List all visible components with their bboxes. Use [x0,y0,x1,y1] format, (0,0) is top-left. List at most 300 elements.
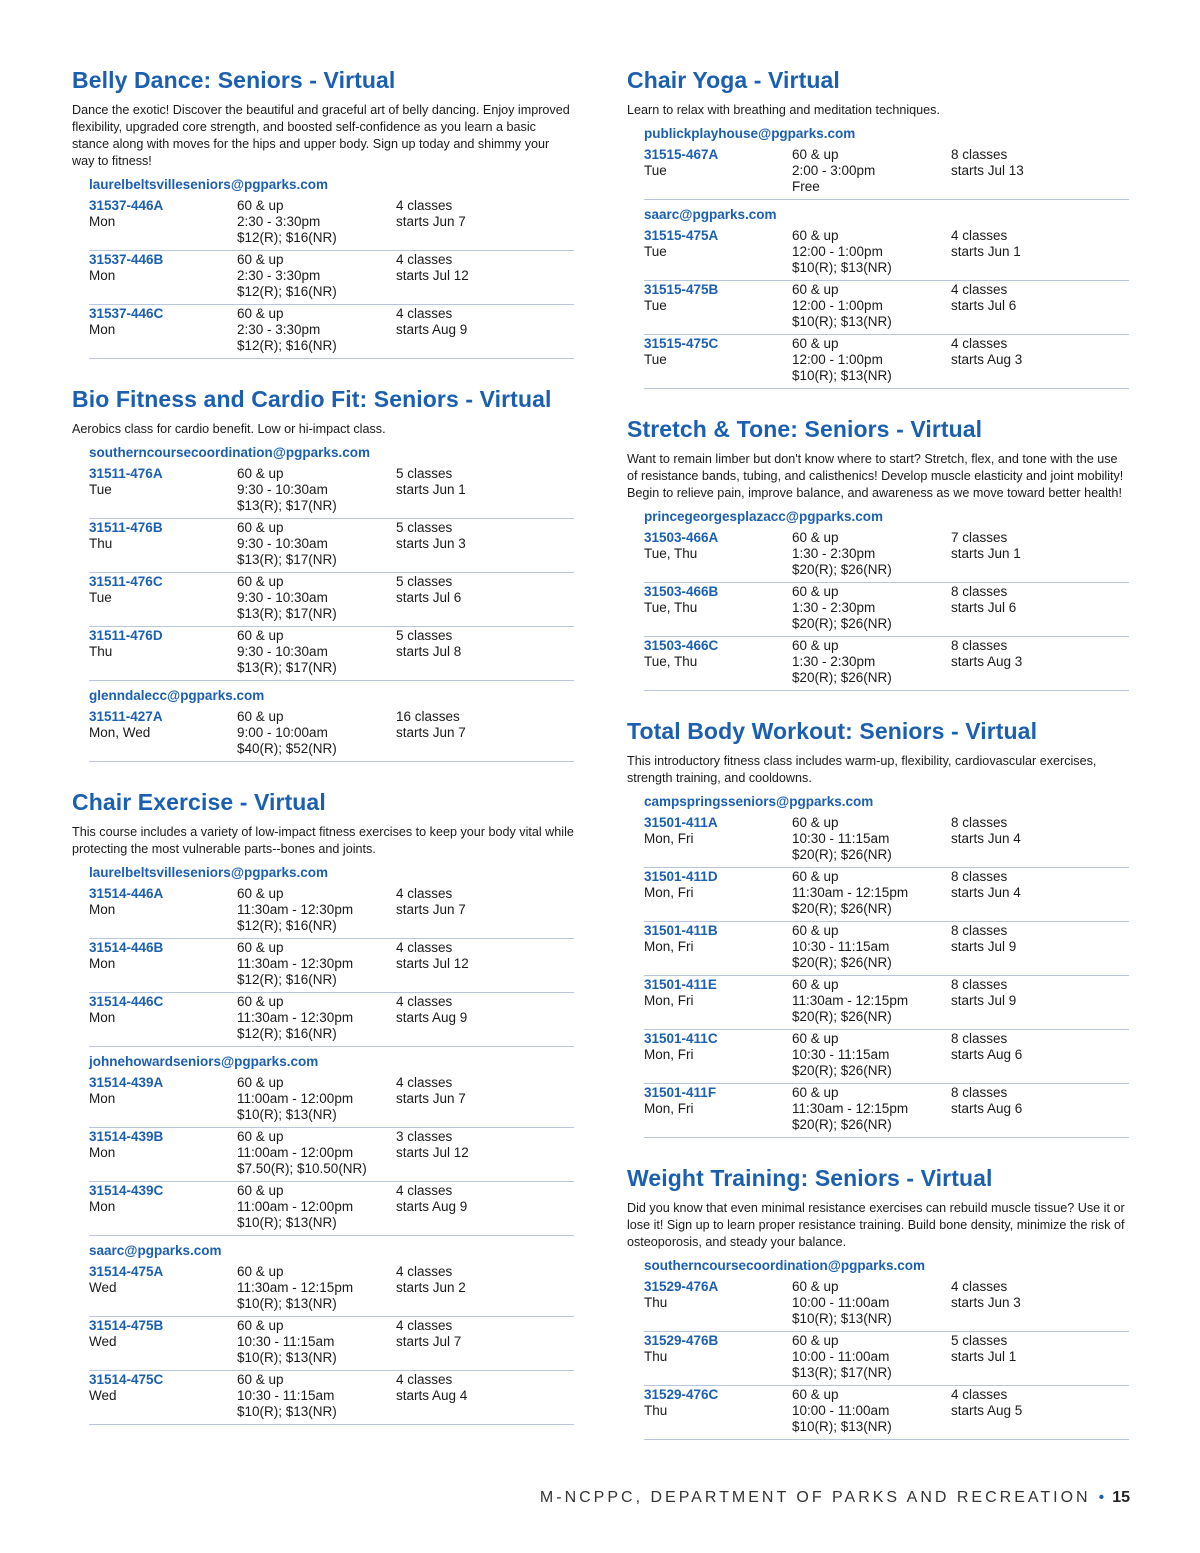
meeting-days: Mon, Fri [644,938,694,954]
details-cell [237,709,397,756]
course-code[interactable]: 31511-476D [89,628,163,643]
start-date: starts Jun 7 [396,213,466,229]
footer-text: M-NCPPC, DEPARTMENT OF PARKS AND RECREATION [539,1489,1091,1506]
details-cell [237,466,397,513]
table-row [644,147,1129,200]
details-cell [792,1031,952,1078]
age-range: 60 & up [792,1085,839,1100]
class-time: 10:00 - 11:00am [792,1294,890,1310]
code-cell [644,584,789,616]
age-range: 60 & up [237,994,284,1009]
details-cell [792,1279,952,1326]
table-row [644,1031,1129,1084]
code-cell [644,336,789,368]
start-date: starts Jul 6 [951,297,1017,313]
contact-email[interactable]: southerncoursecoordination@pgparks.com [644,1258,925,1273]
schedule-cell [951,584,1131,616]
class-fee: $12(R); $16(NR) [237,283,337,299]
class-fee: $13(R); $17(NR) [792,1364,892,1380]
table-row [89,198,574,251]
start-date: starts Jun 7 [396,1090,466,1106]
start-date: starts Jun 3 [951,1294,1021,1310]
class-time: 1:30 - 2:30pm [792,545,876,561]
schedule-cell [396,1075,576,1107]
course-code[interactable]: 31515-475A [644,228,719,243]
class-count: 4 classes [396,994,453,1009]
class-fee: Free [792,178,820,194]
course-code[interactable]: 31501-411F [644,1085,717,1100]
class-section [627,717,1129,1138]
schedule-cell [396,252,576,284]
contact-email[interactable]: publickplayhouse@pgparks.com [644,126,856,141]
schedule-cell [396,198,576,230]
class-time: 12:00 - 1:00pm [792,297,883,313]
class-count: 8 classes [951,869,1008,884]
start-date: starts Jun 7 [396,901,466,917]
contact-email[interactable]: laurelbeltsvilleseniors@pgparks.com [89,177,329,192]
course-code[interactable]: 31514-475B [89,1318,164,1333]
meeting-days: Mon, Fri [644,884,694,900]
table-row [89,306,574,359]
class-time: 11:30am - 12:15pm [792,1100,909,1116]
age-range: 60 & up [792,1279,839,1294]
meeting-days: Mon [89,1198,116,1214]
start-date: starts Aug 9 [396,1198,468,1214]
age-range: 60 & up [237,466,284,481]
class-fee: $20(R); $26(NR) [792,1116,892,1132]
course-code[interactable]: 31514-446B [89,940,164,955]
meeting-days: Thu [89,643,113,659]
class-count: 4 classes [396,1372,453,1387]
schedule-cell [396,886,576,918]
course-code[interactable]: 31515-475C [644,336,719,351]
table-row [89,1129,574,1182]
class-count: 4 classes [396,1183,453,1198]
course-code[interactable]: 31503-466C [644,638,719,653]
meeting-days: Thu [644,1402,668,1418]
course-code[interactable]: 31537-446A [89,198,164,213]
class-count: 8 classes [951,584,1008,599]
class-fee: $20(R); $26(NR) [792,900,892,916]
age-range: 60 & up [792,336,839,351]
table-row [89,252,574,305]
contact-email[interactable]: glenndalecc@pgparks.com [89,688,265,703]
meeting-days: Mon, Fri [644,992,694,1008]
class-count: 5 classes [396,520,453,535]
details-cell [237,520,397,567]
start-date: starts Jun 3 [396,535,466,551]
schedule-cell [396,628,576,660]
age-range: 60 & up [237,1075,284,1090]
start-date: starts Aug 6 [951,1046,1023,1062]
class-fee: $10(R); $13(NR) [237,1349,337,1365]
class-time: 1:30 - 2:30pm [792,599,876,615]
meeting-days: Tue [89,481,112,497]
age-range: 60 & up [237,1372,284,1387]
class-count: 4 classes [951,336,1008,351]
schedule-cell [951,228,1131,260]
details-cell [792,584,952,631]
age-range: 60 & up [792,1333,839,1348]
meeting-days: Tue [644,243,667,259]
details-cell [792,336,952,383]
code-cell [89,994,234,1026]
schedule-cell [396,1129,576,1161]
class-section [627,1164,1129,1440]
age-range: 60 & up [792,147,839,162]
class-time: 10:30 - 11:15am [237,1387,335,1403]
start-date: starts Jun 4 [951,884,1021,900]
course-code[interactable]: 31514-439B [89,1129,164,1144]
schedule-cell [951,147,1131,179]
start-date: starts Jul 1 [951,1348,1017,1364]
course-code[interactable]: 31537-446B [89,252,164,267]
location-group [89,1053,574,1236]
course-code[interactable]: 31537-446C [89,306,164,321]
location-group [644,508,1129,691]
section-title: Chair Exercise - Virtual [72,789,326,815]
course-code[interactable]: 31511-476A [89,466,163,481]
schedule-cell [396,940,576,972]
meeting-days: Mon, Fri [644,1100,694,1116]
meeting-days: Wed [89,1387,117,1403]
course-code[interactable]: 31529-476B [644,1333,719,1348]
section-description: Want to remain limber but don't know where to start? Stretch, flex, and tone with the use of resistance bands, tubing, and calisthenics! Develop muscle elasticity and joint mobility! Begin to relieve pain, improve balance, and awareness as we move toward better health! [627,452,1124,500]
age-range: 60 & up [237,628,284,643]
code-cell [644,228,789,260]
course-code[interactable]: 31511-476C [89,574,163,589]
class-time: 9:30 - 10:30am [237,481,328,497]
start-date: starts Jun 2 [396,1279,466,1295]
code-cell [89,709,234,741]
meeting-days: Mon [89,1009,116,1025]
class-fee: $10(R); $13(NR) [237,1295,337,1311]
class-fee: $12(R); $16(NR) [237,917,337,933]
meeting-days: Tue [89,589,112,605]
left-column [72,66,574,1451]
schedule-cell [396,709,576,741]
course-code[interactable]: 31511-476B [89,520,163,535]
section-description: This introductory fitness class includes warm-up, flexibility, cardiovascular exercises, strength training, and cooldowns. [627,754,1097,785]
section-description: Dance the exotic! Discover the beautiful and graceful art of belly dancing. Enjoy improved flexibility, upgraded core strength, and boosted self-confidence as you learn a basic stance along with moves for the hips and upper body. Sign up today and shimmy your way to fitness! [72,103,570,168]
age-range: 60 & up [792,815,839,830]
meeting-days: Wed [89,1333,117,1349]
age-range: 60 & up [792,530,839,545]
start-date: starts Jul 12 [396,267,469,283]
age-range: 60 & up [792,638,839,653]
start-date: starts Aug 4 [396,1387,468,1403]
table-row [644,1085,1129,1138]
class-fee: $10(R); $13(NR) [237,1403,337,1419]
class-fee: $12(R); $16(NR) [237,229,337,245]
details-cell [237,994,397,1041]
contact-email[interactable]: saarc@pgparks.com [644,207,777,222]
class-count: 4 classes [396,1075,453,1090]
start-date: starts Jul 9 [951,938,1017,954]
course-code[interactable]: 31514-439C [89,1183,164,1198]
class-fee: $10(R); $13(NR) [792,1418,892,1434]
meeting-days: Mon, Fri [644,1046,694,1062]
course-code[interactable]: 31529-476A [644,1279,719,1294]
meeting-days: Thu [89,535,113,551]
course-code[interactable]: 31514-475C [89,1372,164,1387]
class-count: 4 classes [396,940,453,955]
table-row [89,1264,574,1317]
course-code[interactable]: 31515-475B [644,282,719,297]
class-fee: $12(R); $16(NR) [237,971,337,987]
start-date: starts Aug 3 [951,653,1023,669]
section-description: Learn to relax with breathing and meditation techniques. [627,103,940,117]
class-fee: $13(R); $17(NR) [237,659,337,675]
details-cell [792,147,952,194]
table-row [89,994,574,1047]
code-cell [89,198,234,230]
class-count: 5 classes [396,574,453,589]
schedule-cell [951,638,1131,670]
code-cell [89,628,234,660]
start-date: starts Aug 9 [396,1009,468,1025]
class-count: 8 classes [951,1031,1008,1046]
code-cell [644,1279,789,1311]
class-count: 5 classes [396,466,453,481]
code-cell [644,282,789,314]
start-date: starts Aug 3 [951,351,1023,367]
class-count: 7 classes [951,530,1008,545]
meeting-days: Mon [89,267,116,283]
section-title: Total Body Workout: Seniors - Virtual [627,718,1038,744]
contact-email[interactable]: southerncoursecoordination@pgparks.com [89,445,370,460]
start-date: starts Jun 1 [951,243,1021,259]
class-count: 4 classes [396,198,453,213]
course-code[interactable]: 31501-411D [644,869,718,884]
location-group [644,793,1129,1138]
class-section [72,66,574,359]
class-section [627,66,1129,389]
age-range: 60 & up [237,886,284,901]
table-row [89,466,574,519]
class-count: 8 classes [951,923,1008,938]
class-count: 5 classes [951,1333,1008,1348]
course-code[interactable]: 31514-446A [89,886,164,901]
details-cell [792,638,952,685]
class-count: 4 classes [951,282,1008,297]
contact-email[interactable]: saarc@pgparks.com [89,1243,222,1258]
class-count: 4 classes [396,252,453,267]
page-number: 15 [1112,1489,1130,1506]
table-row [644,638,1129,691]
details-cell [792,869,952,916]
course-code[interactable]: 31501-411B [644,923,718,938]
class-fee: $20(R); $26(NR) [792,669,892,685]
schedule-cell [951,1279,1131,1311]
meeting-days: Mon [89,321,116,337]
details-cell [237,306,397,353]
code-cell [89,1264,234,1296]
start-date: starts Jul 12 [396,1144,469,1160]
table-row [644,1333,1129,1386]
course-code[interactable]: 31511-427A [89,709,163,724]
table-row [644,977,1129,1030]
class-time: 12:00 - 1:00pm [792,243,883,259]
age-range: 60 & up [792,923,839,938]
class-time: 2:30 - 3:30pm [237,213,321,229]
meeting-days: Tue, Thu [644,599,698,615]
class-time: 11:30am - 12:15pm [792,884,909,900]
class-time: 2:00 - 3:00pm [792,162,876,178]
class-time: 9:30 - 10:30am [237,643,328,659]
location-group [644,125,1129,200]
schedule-cell [396,1183,576,1215]
location-group [89,444,574,681]
class-time: 1:30 - 2:30pm [792,653,876,669]
contact-email[interactable]: princegeorgesplazacc@pgparks.com [644,509,883,524]
class-time: 10:30 - 11:15am [792,1046,890,1062]
class-time: 11:30am - 12:15pm [237,1279,354,1295]
course-code[interactable]: 31503-466A [644,530,719,545]
class-time: 9:00 - 10:00am [237,724,328,740]
table-row [644,869,1129,922]
details-cell [792,815,952,862]
class-time: 11:30am - 12:30pm [237,955,354,971]
class-fee: $40(R); $52(NR) [237,740,337,756]
table-row [644,336,1129,389]
age-range: 60 & up [792,584,839,599]
schedule-cell [396,466,576,498]
meeting-days: Tue, Thu [644,545,698,561]
course-code[interactable]: 31501-411E [644,977,717,992]
start-date: starts Jul 13 [951,162,1024,178]
footer-bullet: • [1098,1489,1105,1506]
code-cell [644,977,789,1009]
class-count: 5 classes [396,628,453,643]
class-count: 4 classes [951,1387,1008,1402]
schedule-cell [951,1085,1131,1117]
contact-email[interactable]: laurelbeltsvilleseniors@pgparks.com [89,865,329,880]
class-time: 11:00am - 12:00pm [237,1090,354,1106]
table-row [644,530,1129,583]
age-range: 60 & up [792,282,839,297]
start-date: starts Jul 6 [951,599,1017,615]
code-cell [644,638,789,670]
class-time: 11:00am - 12:00pm [237,1144,354,1160]
details-cell [237,1075,397,1122]
class-time: 10:30 - 11:15am [237,1333,335,1349]
course-code[interactable]: 31514-475A [89,1264,164,1279]
class-fee: $10(R); $13(NR) [792,313,892,329]
course-code[interactable]: 31529-476C [644,1387,719,1402]
table-row [89,628,574,681]
section-description: Did you know that even minimal resistance exercises can rebuild muscle tissue? Use it or lose it! Sign up to learn proper resistance training. Build bone density, minimize the risk of osteoporosis, and steady your balance. [627,1201,1125,1249]
class-fee: $12(R); $16(NR) [237,337,337,353]
course-code[interactable]: 31503-466B [644,584,719,599]
contact-email[interactable]: campspringsseniors@pgparks.com [644,794,874,809]
class-time: 10:30 - 11:15am [792,830,890,846]
contact-email[interactable]: johnehowardseniors@pgparks.com [89,1054,319,1069]
class-time: 10:00 - 11:00am [792,1402,890,1418]
start-date: starts Jul 8 [396,643,462,659]
class-fee: $10(R); $13(NR) [237,1214,337,1230]
details-cell [792,530,952,577]
schedule-cell [396,574,576,606]
code-cell [644,923,789,955]
code-cell [89,574,234,606]
schedule-cell [951,336,1131,368]
start-date: starts Jun 1 [951,545,1021,561]
meeting-days: Tue, Thu [644,653,698,669]
schedule-cell [951,282,1131,314]
details-cell [237,574,397,621]
table-row [89,886,574,939]
details-cell [237,940,397,987]
class-count: 4 classes [396,1318,453,1333]
class-fee: $13(R); $17(NR) [237,497,337,513]
code-cell [89,1372,234,1404]
course-code[interactable]: 31514-446C [89,994,164,1009]
schedule-cell [951,1387,1131,1419]
meeting-days: Thu [644,1294,668,1310]
schedule-cell [396,1264,576,1296]
class-fee: $13(R); $17(NR) [237,605,337,621]
table-row [644,1279,1129,1332]
section-title: Stretch & Tone: Seniors - Virtual [627,416,983,442]
class-fee: $20(R); $26(NR) [792,846,892,862]
class-count: 4 classes [951,1279,1008,1294]
class-fee: $20(R); $26(NR) [792,615,892,631]
details-cell [792,1085,952,1132]
age-range: 60 & up [237,306,284,321]
class-count: 8 classes [951,815,1008,830]
age-range: 60 & up [792,977,839,992]
table-row [89,1372,574,1425]
meeting-days: Mon [89,955,116,971]
table-row [89,709,574,762]
course-code[interactable]: 31501-411A [644,815,718,830]
details-cell [237,1318,397,1365]
code-cell [89,466,234,498]
course-code[interactable]: 31515-467A [644,147,719,162]
code-cell [89,520,234,552]
class-section [627,415,1129,691]
course-code[interactable]: 31501-411C [644,1031,718,1046]
class-time: 9:30 - 10:30am [237,535,328,551]
location-group [89,1242,574,1425]
class-fee: $10(R); $13(NR) [792,259,892,275]
start-date: starts Aug 5 [951,1402,1023,1418]
table-row [89,520,574,573]
table-row [644,815,1129,868]
start-date: starts Jul 7 [396,1333,462,1349]
age-range: 60 & up [237,252,284,267]
age-range: 60 & up [237,1183,284,1198]
class-fee: $20(R); $26(NR) [792,1062,892,1078]
code-cell [89,1129,234,1161]
start-date: starts Jun 1 [396,481,466,497]
class-time: 11:00am - 12:00pm [237,1198,354,1214]
meeting-days: Wed [89,1279,117,1295]
class-count: 4 classes [396,886,453,901]
code-cell [89,1318,234,1350]
details-cell [237,1183,397,1230]
schedule-cell [396,1372,576,1404]
age-range: 60 & up [792,869,839,884]
code-cell [644,1085,789,1117]
details-cell [237,1264,397,1311]
class-fee: $10(R); $13(NR) [237,1106,337,1122]
course-code[interactable]: 31514-439A [89,1075,164,1090]
age-range: 60 & up [237,709,284,724]
class-time: 11:30am - 12:15pm [792,992,909,1008]
location-group [89,864,574,1047]
